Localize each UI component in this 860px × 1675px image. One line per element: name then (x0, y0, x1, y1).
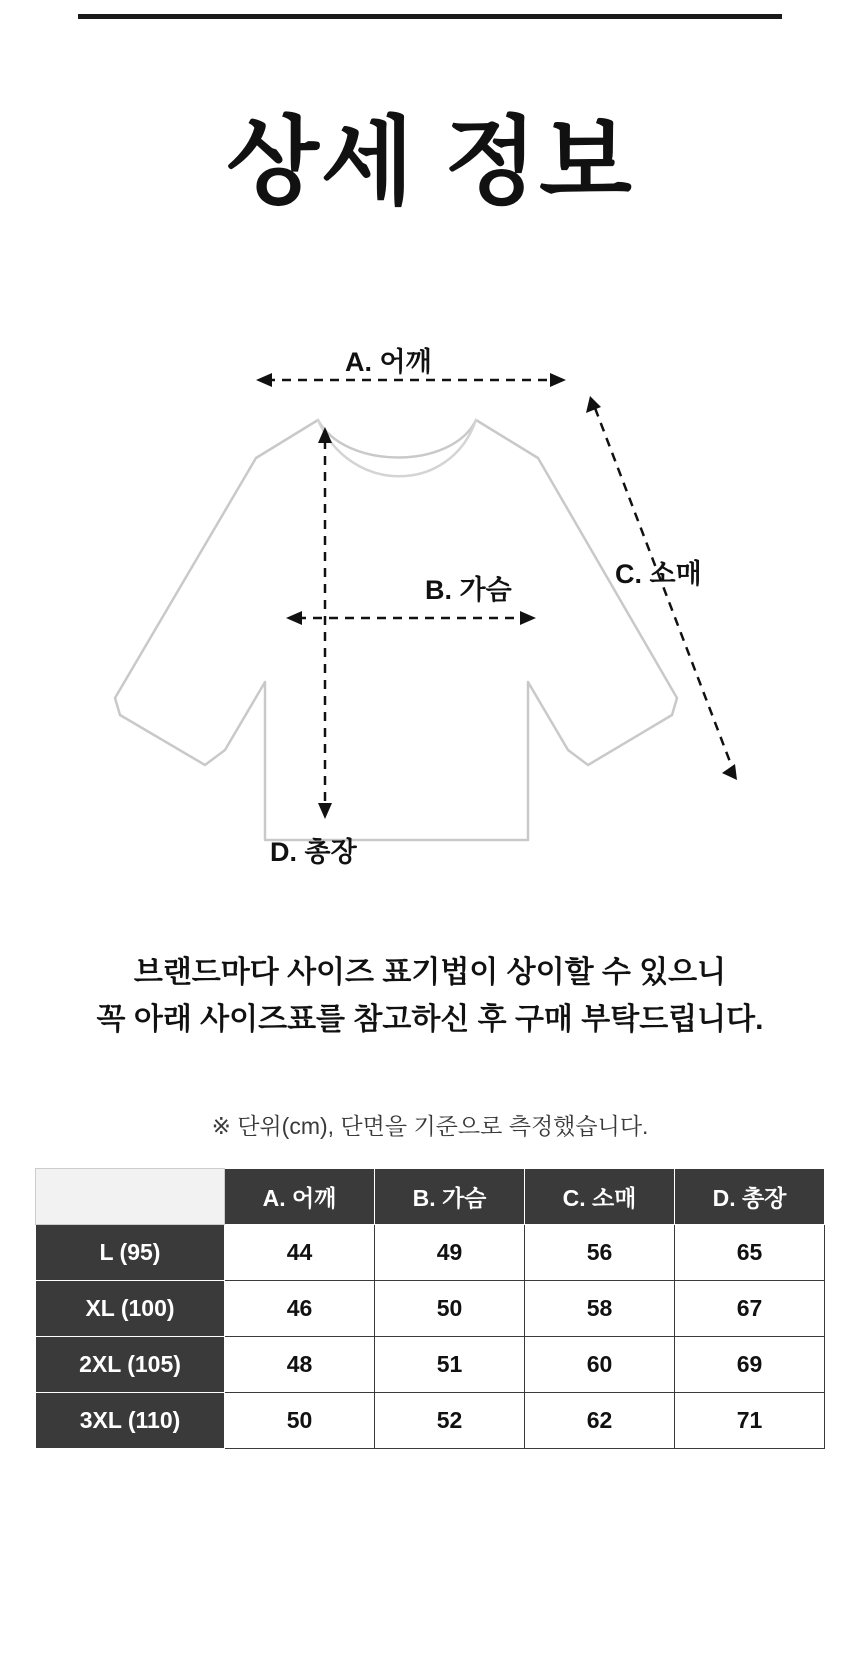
table-header-sleeve: C. 소매 (525, 1169, 675, 1225)
length-measure-arrow (318, 427, 332, 819)
row-label-xl: XL (100) (36, 1281, 225, 1337)
cell-2xl-length: 69 (675, 1337, 825, 1393)
cell-3xl-shoulder: 50 (225, 1393, 375, 1449)
row-label-3xl: 3XL (110) (36, 1393, 225, 1449)
label-chest: B. 가슴 (425, 575, 512, 605)
garment-illustration (60, 330, 805, 890)
cell-l-shoulder: 44 (225, 1225, 375, 1281)
top-divider (78, 14, 782, 19)
cell-l-sleeve: 56 (525, 1225, 675, 1281)
size-notice (0, 950, 860, 1043)
cell-3xl-length: 71 (675, 1393, 825, 1449)
table-header-row (36, 1169, 825, 1225)
label-sleeve: C. 소매 (615, 559, 702, 589)
size-table (35, 1168, 825, 1449)
notice-line-2: 꼭 아래 사이즈표를 참고하신 후 구매 부탁드립니다. (96, 1002, 764, 1036)
chest-measure-arrow (286, 611, 536, 625)
table-header-shoulder: A. 어깨 (225, 1169, 375, 1225)
label-length: D. 총장 (270, 837, 357, 867)
size-table-body (36, 1225, 825, 1449)
cell-xl-length: 67 (675, 1281, 825, 1337)
table-row (36, 1393, 825, 1449)
cell-xl-shoulder: 46 (225, 1281, 375, 1337)
cell-l-length: 65 (675, 1225, 825, 1281)
row-label-2xl: 2XL (105) (36, 1337, 225, 1393)
cell-l-chest: 49 (375, 1225, 525, 1281)
table-corner-cell (36, 1169, 225, 1225)
cell-2xl-chest: 51 (375, 1337, 525, 1393)
page-title: 상세 정보 (226, 109, 634, 216)
cell-2xl-shoulder: 48 (225, 1337, 375, 1393)
table-row (36, 1225, 825, 1281)
table-header-chest: B. 가슴 (375, 1169, 525, 1225)
size-table-head (36, 1169, 825, 1225)
cell-2xl-sleeve: 60 (525, 1337, 675, 1393)
garment-outline-path (115, 420, 677, 840)
row-label-l: L (95) (36, 1225, 225, 1281)
table-row (36, 1337, 825, 1393)
notice-line-1: 브랜드마다 사이즈 표기법이 상이할 수 있으니 (133, 956, 727, 989)
cell-3xl-sleeve: 62 (525, 1393, 675, 1449)
garment-measurement-diagram (60, 330, 805, 890)
cell-xl-chest: 50 (375, 1281, 525, 1337)
cell-3xl-chest: 52 (375, 1393, 525, 1449)
unit-note: ※ 단위(cm), 단면을 기준으로 측정했습니다. (211, 1113, 649, 1139)
table-header-length: D. 총장 (675, 1169, 825, 1225)
table-row (36, 1281, 825, 1337)
cell-xl-sleeve: 58 (525, 1281, 675, 1337)
label-shoulder: A. 어깨 (345, 347, 432, 377)
